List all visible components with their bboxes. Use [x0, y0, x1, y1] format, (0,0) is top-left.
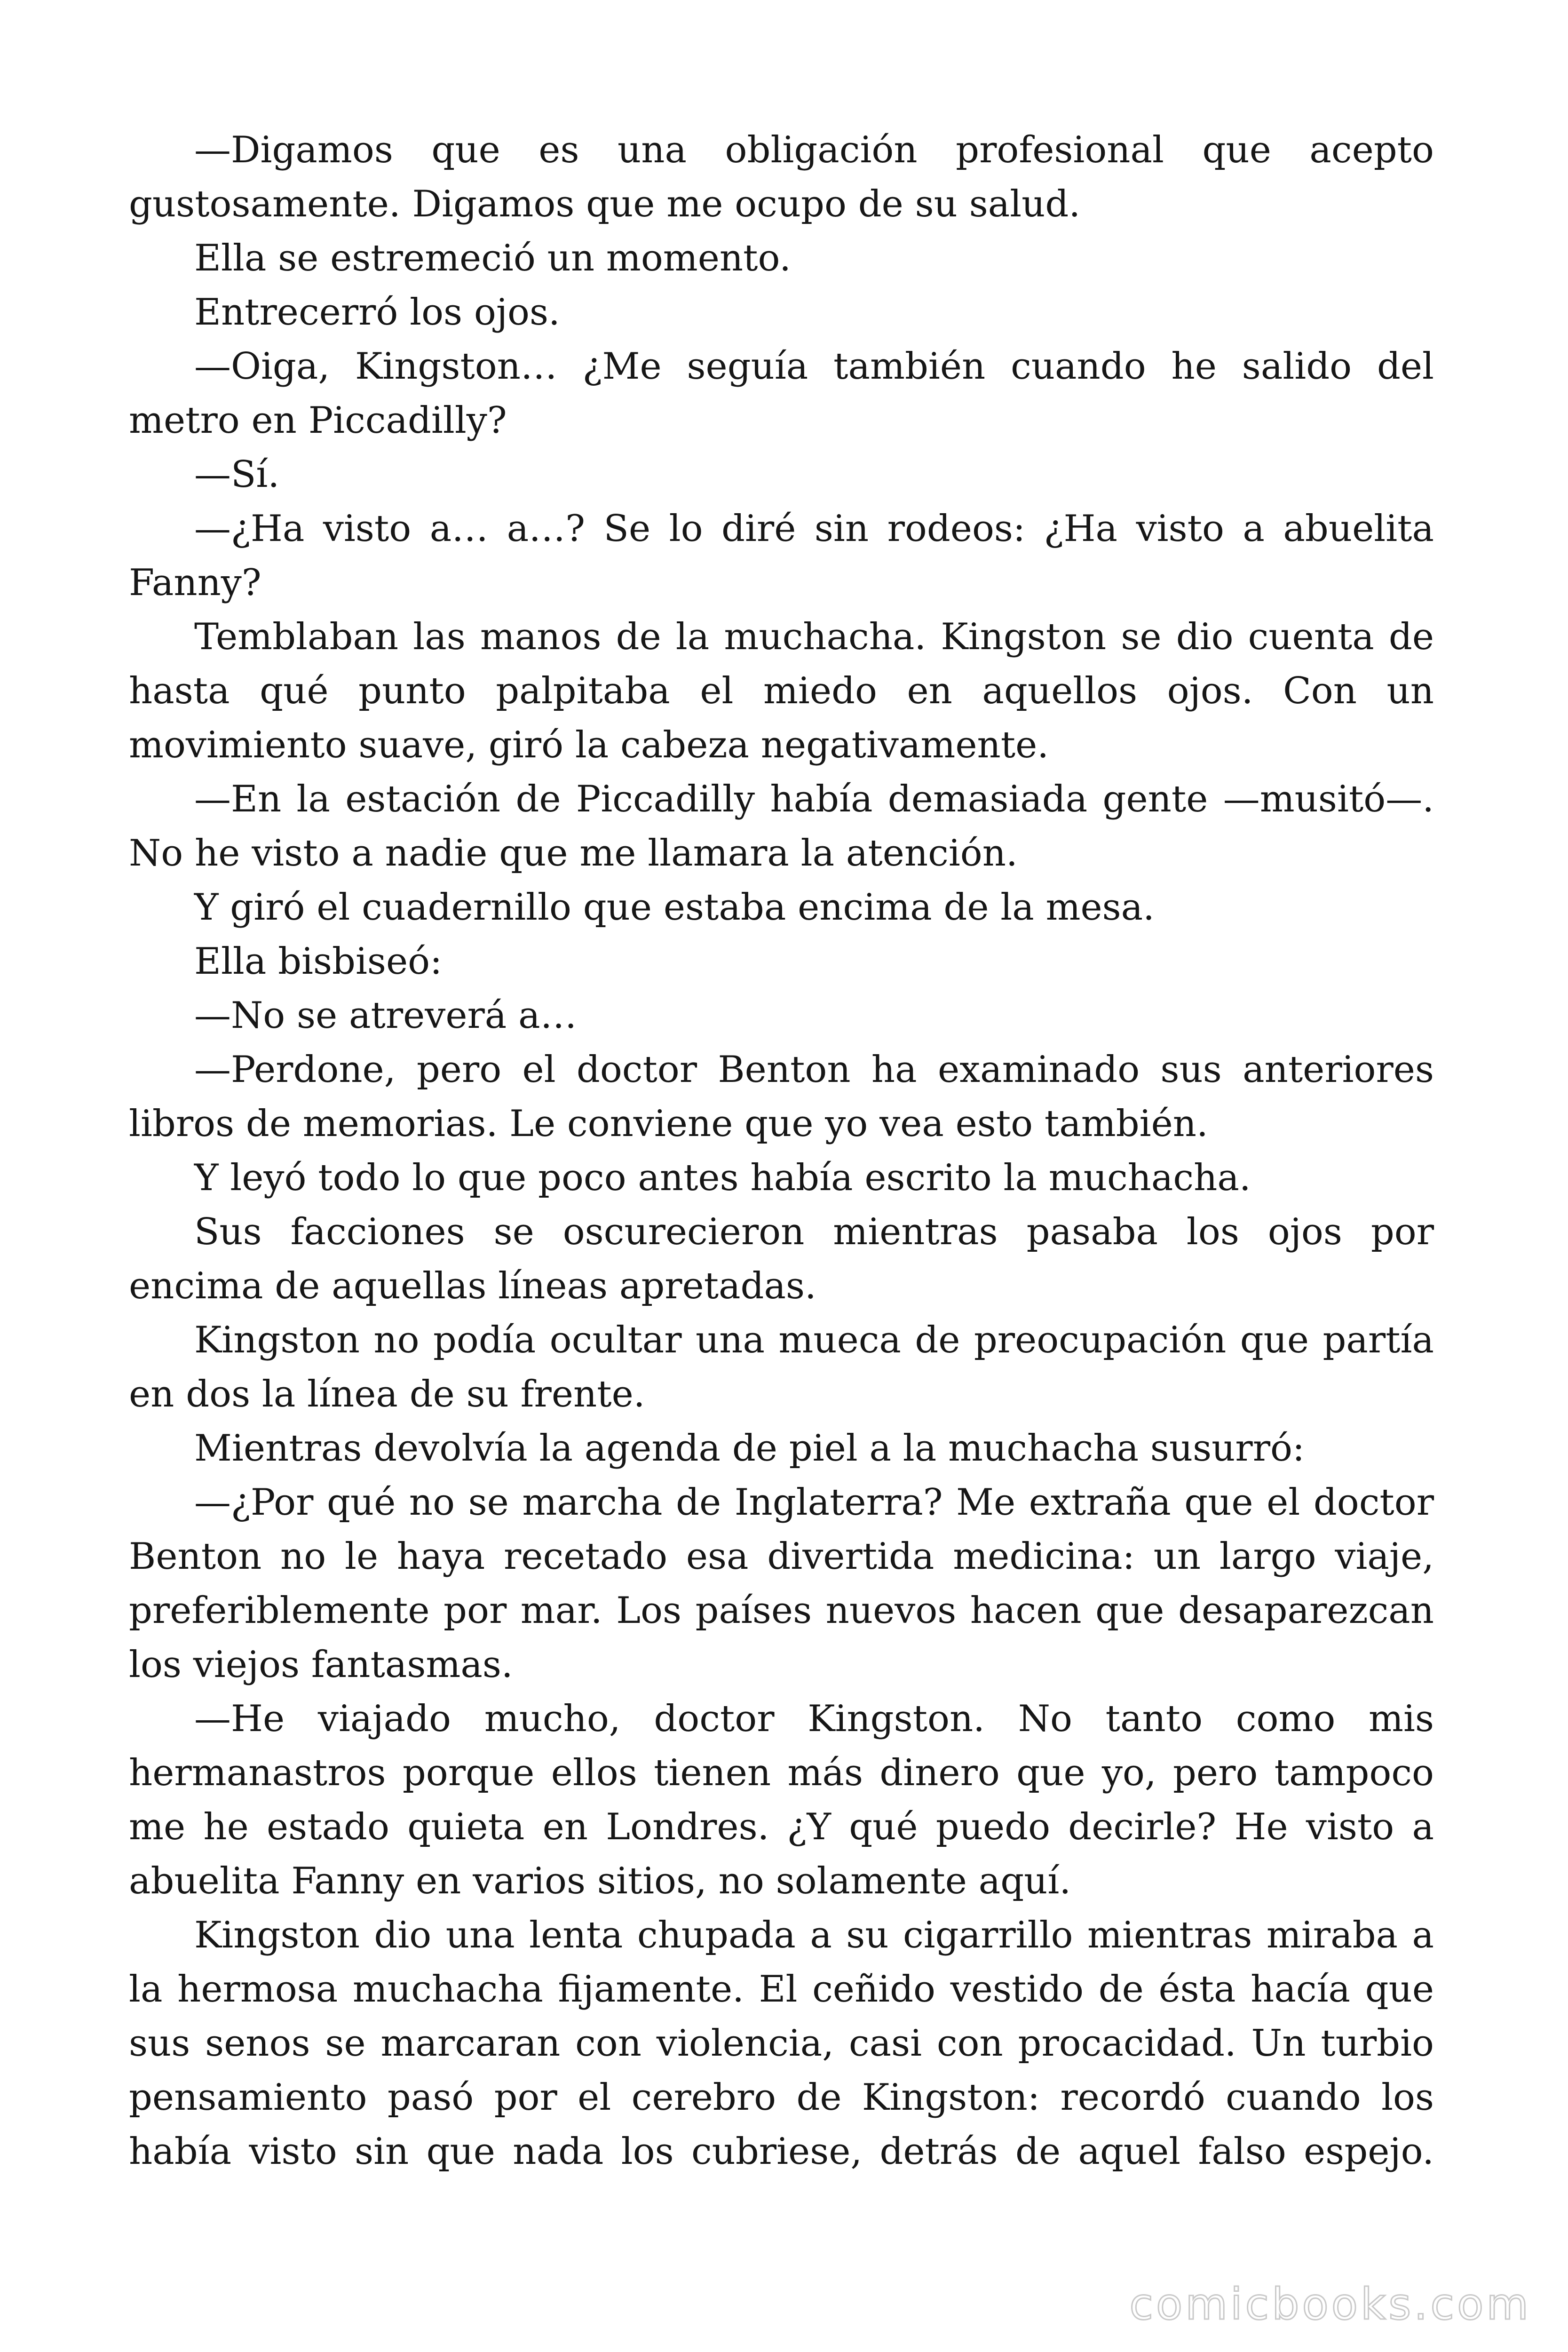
paragraph: —¿Ha visto a… a…? Se lo diré sin rodeos: ¿Ha visto a abuelita Fanny?: [129, 508, 1434, 604]
paragraph: Sus facciones se oscurecieron mientras pasaba los ojos por encima de aquellas líneas apretadas.: [129, 1211, 1434, 1307]
paragraph: —No se atreverá a…: [194, 994, 577, 1037]
paragraph: —¿Por qué no se marcha de Inglaterra? Me extraña que el doctor Benton no le haya recetado esa divertida medicina: un largo viaje, preferiblemente por mar. Los países nuevos hacen que desaparezcan los viejos fantasmas.: [129, 1481, 1434, 1686]
paragraph: Entrecerró los ojos.: [194, 291, 560, 334]
paragraph: —Oiga, Kingston… ¿Me seguía también cuando he salido del metro en Piccadilly?: [129, 345, 1434, 442]
paragraph: Kingston no podía ocultar una mueca de preocupación que partía en dos la línea de su frente.: [129, 1319, 1434, 1415]
paragraph: Kingston dio una lenta chupada a su cigarrillo mientras miraba a la hermosa muchacha fijamente. El ceñido vestido de ésta hacía que sus senos se marcaran con violencia, casi con procacidad. Un turbio pensamiento pasó por el cerebro de Kingston: recordó cuando los había visto sin que nada los cubriese, detrás de aquel falso espejo.: [129, 1914, 1434, 2173]
paragraph: Ella se estremeció un momento.: [194, 237, 791, 279]
paragraph: Temblaban las manos de la muchacha. Kingston se dio cuenta de hasta qué punto palpitaba el miedo en aquellos ojos. Con un movimiento suave, giró la cabeza negativamente.: [129, 616, 1434, 766]
paragraph: —Digamos que es una obligación profesional que acepto gustosamente. Digamos que me ocupo de su salud.: [129, 129, 1434, 225]
paragraph: Ella bisbiseó:: [194, 940, 443, 983]
paragraph: —Sí.: [194, 453, 280, 496]
watermark: comicbooks.com: [1129, 2279, 1531, 2329]
paragraph: —Perdone, pero el doctor Benton ha examinado sus anteriores libros de memorias. Le conviene que yo vea esto también.: [129, 1049, 1434, 1145]
paragraph: Mientras devolvía la agenda de piel a la muchacha susurró:: [194, 1427, 1305, 1470]
paragraph: Y leyó todo lo que poco antes había escrito la muchacha.: [194, 1157, 1251, 1199]
paragraph: —He viajado mucho, doctor Kingston. No tanto como mis hermanastros porque ellos tienen más dinero que yo, pero tampoco me he estado quieta en Londres. ¿Y qué puedo decirle? He visto a abuelita Fanny en varios sitios, no solamente aquí.: [129, 1698, 1434, 1902]
paragraph: Y giró el cuadernillo que estaba encima de la mesa.: [194, 886, 1155, 929]
paragraph: —En la estación de Piccadilly había demasiada gente —musitó—. No he visto a nadie que me llamara la atención.: [129, 778, 1434, 874]
body-text: [129, 123, 1434, 2179]
